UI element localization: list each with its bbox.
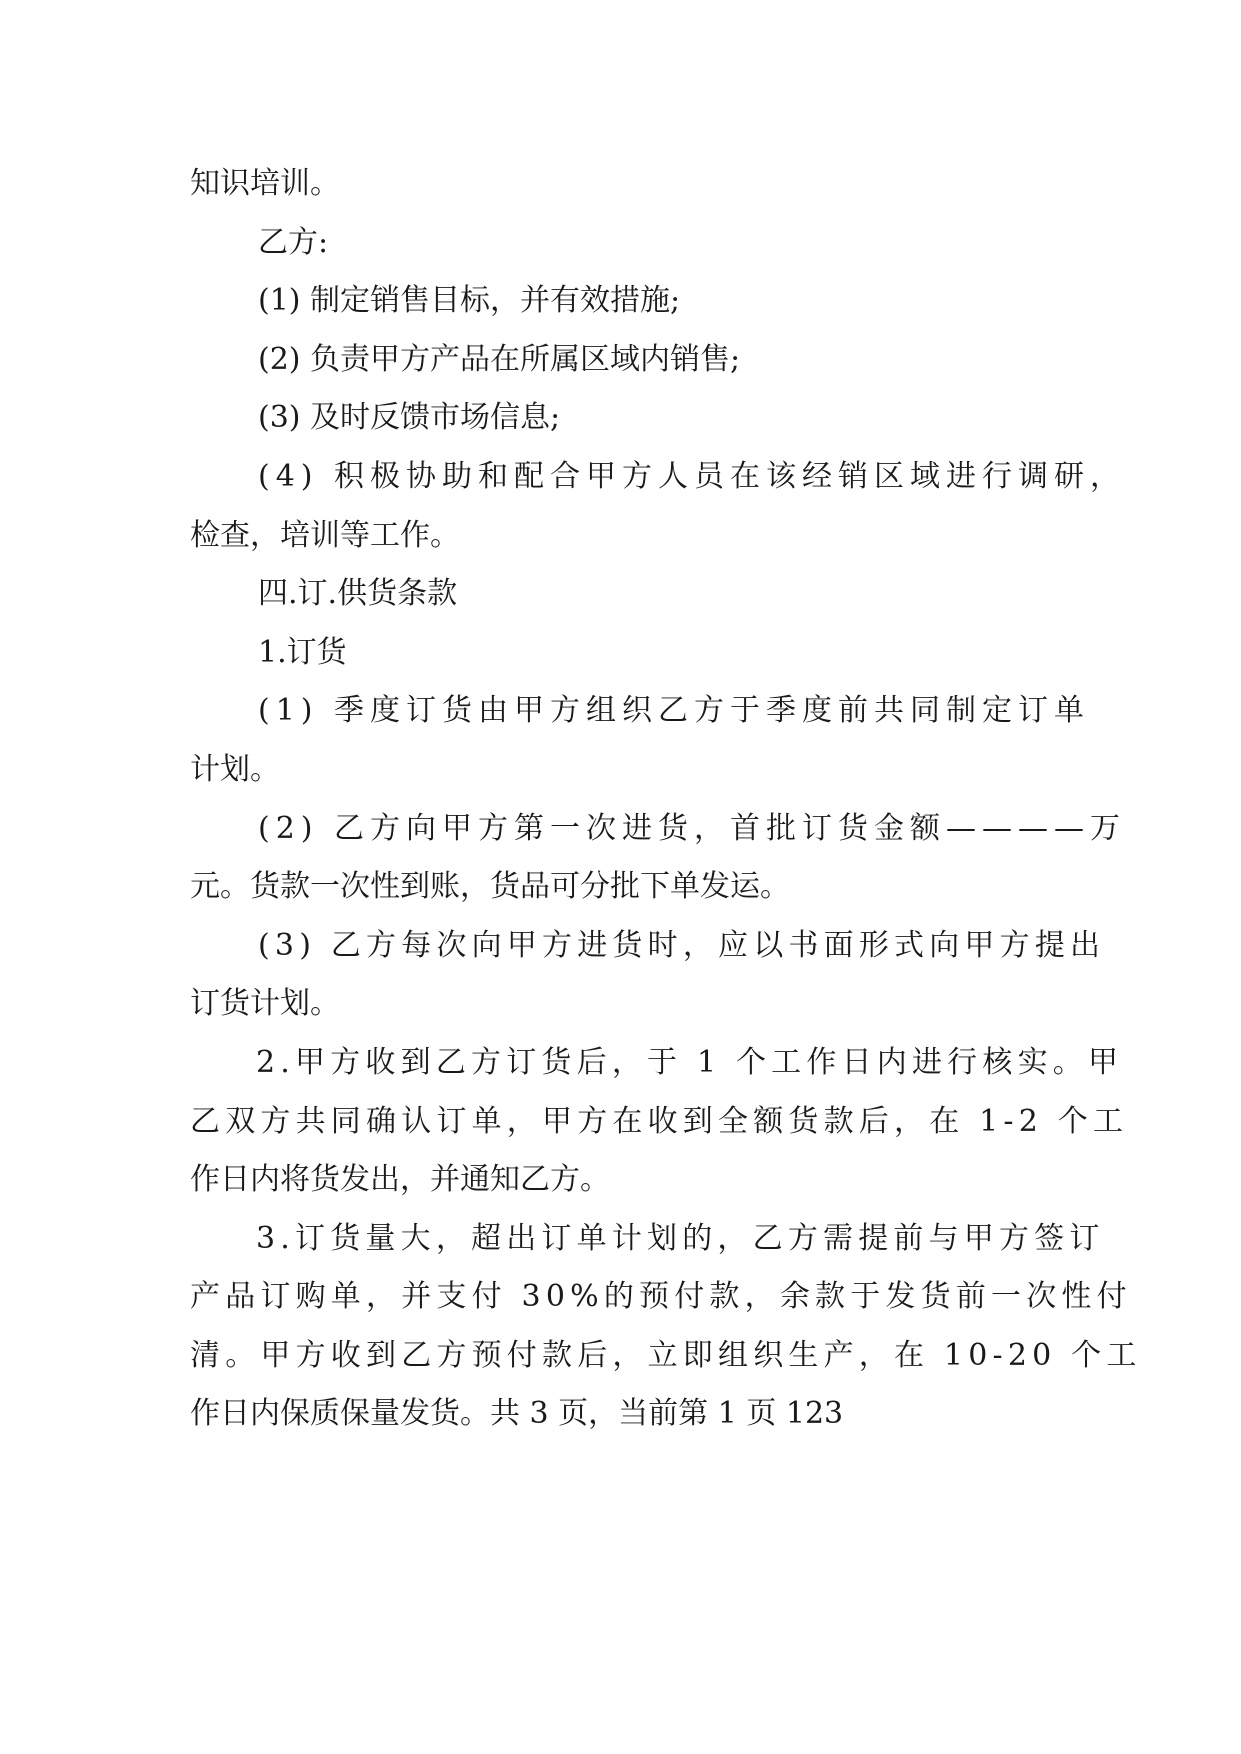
list-item: (4) 积极协助和配合甲方人员在该经销区域进行调研， xyxy=(258,458,1127,494)
text-line: 计划。 xyxy=(190,751,280,787)
list-item: (3) 及时反馈市场信息; xyxy=(258,400,561,436)
text-line: 清。甲方收到乙方预付款后，立即组织生产，在 10-20 个工 xyxy=(190,1337,1142,1373)
text-line: 检查，培训等工作。 xyxy=(190,517,460,553)
list-item: (2) 乙方向甲方第一次进货，首批订货金额————万 xyxy=(258,810,1127,846)
document-body xyxy=(190,155,1142,1444)
text-line: 订货计划。 xyxy=(190,986,340,1022)
list-item: (3) 乙方每次向甲方进货时，应以书面形式向甲方提出 xyxy=(258,927,1106,963)
text-line: 产品订购单，并支付 30%的预付款，余款于发货前一次性付 xyxy=(190,1279,1132,1315)
section-heading: 四.订.供货条款 xyxy=(258,576,458,612)
text-line: 知识培训。 xyxy=(190,166,340,201)
subsection-heading: 1.订货 xyxy=(258,634,347,670)
paragraph-line: 2.甲方收到乙方订货后，于 1 个工作日内进行核实。甲 xyxy=(256,1044,1124,1080)
text-line: 乙双方共同确认订单，甲方在收到全额货款后，在 1-2 个工 xyxy=(190,1103,1129,1139)
text-line: 元。货款一次性到账，货品可分批下单发运。 xyxy=(190,869,790,905)
paragraph-line: 3.订货量大，超出订单计划的，乙方需提前与甲方签订 xyxy=(256,1220,1105,1256)
text-line: 作日内将货发出，并通知乙方。 xyxy=(190,1162,610,1198)
list-item: (1) 制定销售目标，并有效措施; xyxy=(258,283,681,319)
page-footer-line: 作日内保质保量发货。共 3 页，当前第 1 页 123 xyxy=(190,1396,844,1432)
section-heading: 乙方: xyxy=(258,224,329,260)
list-item: (2) 负责甲方产品在所属区域内销售; xyxy=(258,341,741,377)
list-item: (1) 季度订货由甲方组织乙方于季度前共同制定订单 xyxy=(258,693,1091,729)
